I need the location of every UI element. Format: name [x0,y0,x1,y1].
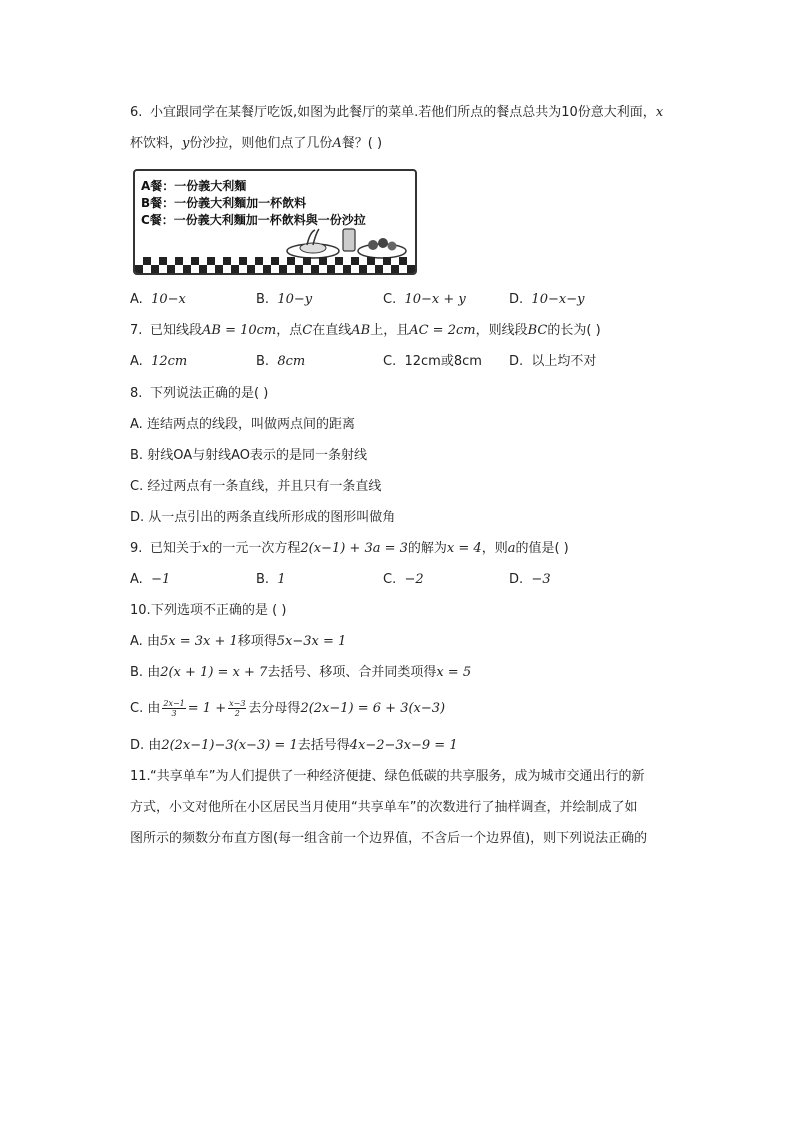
menu-line-b: B餐：一份義大利麵加一杯飲料 [141,196,307,210]
menu-line-c: C餐：一份義大利麵加一杯飲料與一份沙拉 [141,213,366,227]
q7-number: 7. [130,323,143,338]
q7-option-d-text: 以上均不对 [531,354,597,369]
q7-stem [150,322,601,340]
q10-option-a-text2: 移项得 [237,634,277,649]
q10-option-d[interactable] [130,737,458,755]
q6-option-a-label: A. [130,292,143,307]
q7-text-d: 上，且 [370,323,410,338]
menu-line-a: A餐：一份義大利麵 [141,179,247,193]
q10-option-b-text2: 去括号、移项、合并同类项得 [267,665,437,680]
q7-math-3: AB [351,323,371,338]
q9-option-c[interactable] [383,571,424,589]
q7-option-c-label: C. [383,354,397,369]
q7-text-a: 已知线段 [150,323,203,338]
q10-option-c-label: C. [130,701,144,716]
q7-option-b[interactable] [256,353,305,371]
q7-option-d-label: D. [509,354,524,369]
q11-number: 11. [130,769,151,784]
q9-text-d: ，则 [481,541,508,556]
q10-option-b-label: B. [130,665,144,680]
q6-option-b-text: 10−y [277,292,313,307]
q10-option-c-text2: 去分母得 [248,701,301,716]
food-illustration-icon [285,227,410,259]
q10-option-b-text1: 由 [147,665,161,680]
q7-text-b: ，点 [276,323,303,338]
q9-math-4: a [507,541,516,556]
q9-option-c-text: −2 [404,572,424,587]
q6-var-x: x [655,105,664,120]
q10-option-a[interactable] [130,633,346,651]
q6-number: 6. [130,105,143,120]
q8-number: 8. [130,386,143,401]
q7-text-f: 的长为( ) [547,323,601,338]
q10-option-c[interactable] [130,699,445,718]
q6-option-a-text: 10−x [151,292,186,307]
q10-option-d-text2: 去括号得 [297,738,350,753]
q10-option-d-label: D. [130,738,145,753]
q11-stem-line3: 图所示的频数分布直方图(每一组含前一个边界值，不含后一个边界值)，则下列说法正确的 [130,831,648,846]
q6-option-d-label: D. [509,292,524,307]
q6-stem-line1 [150,104,663,122]
q7-option-b-label: B. [256,354,270,369]
q10-option-a-text1: 由 [146,634,160,649]
q9-option-b-text: 1 [277,572,286,587]
q8-option-d-label: D. [130,510,145,525]
q9-text-e: 的值是( ) [515,541,569,556]
q7-option-a-text: 12cm [151,354,188,369]
q8-option-b[interactable] [130,447,367,465]
q9-number: 9. [130,541,143,556]
q6-stem-text: 小宜跟同学在某餐厅吃饭,如图为此餐厅的菜单.若他们所点的餐点总共为10份意大利面， [150,105,656,120]
menu-checker-border [135,257,415,273]
q8-option-c-text: 经过两点有一条直线，并且只有一条直线 [147,479,382,494]
q7-text-c: 在直线 [312,323,352,338]
q10-option-b-math1: 2(x + 1) = x + 7 [160,665,268,680]
q7-math-1: AB = 10cm [202,323,277,338]
q6-option-a[interactable] [130,291,186,309]
q7-option-c[interactable] [383,353,482,371]
q9-stem [150,540,569,558]
q8-option-d[interactable] [130,509,395,527]
q10-option-c-math1: = 1 + [187,701,227,716]
q6-stem-line2 [130,135,382,153]
q10-option-c-math2: 2(2x−1) = 6 + 3(x−3) [300,701,446,716]
q8-option-a[interactable] [130,416,355,434]
q6-option-b[interactable] [256,291,312,309]
q10-option-d-math2: 4x−2−3x−9 = 1 [349,738,458,753]
q9-text-b: 的一元一次方程 [209,541,301,556]
q8-option-c-label: C. [130,479,144,494]
q7-text-e: ，则线段 [475,323,528,338]
menu-image [133,169,417,275]
q9-math-1: x [202,541,210,556]
q10-option-d-text1: 由 [148,738,162,753]
q10-option-c-frac1-num: 2x−1 [163,699,185,708]
q10-option-a-math1: 5x = 3x + 1 [159,634,238,649]
q7-math-5: BC [527,323,548,338]
q9-option-a-label: A. [130,572,143,587]
q10-number: 10. [130,603,151,618]
q8-stem: 下列说法正确的是( ) [150,386,269,401]
q9-text-a: 已知关于 [150,541,203,556]
q8-option-c[interactable] [130,478,381,496]
q10-option-a-math2: 5x−3x = 1 [276,634,347,649]
q9-option-c-label: C. [383,572,397,587]
q10-stem: 下列选项不正确的是 ( ) [151,603,287,618]
q6-option-b-label: B. [256,292,270,307]
q6-option-d-text: 10−x−y [531,292,585,307]
q9-option-b[interactable] [256,571,286,589]
q9-option-d[interactable] [509,571,551,589]
q9-text-c: 的解为 [407,541,447,556]
q6-var-y: y [182,136,190,151]
q9-option-d-label: D. [509,572,524,587]
q9-option-a-text: −1 [151,572,171,587]
q10-option-a-label: A. [130,634,143,649]
q9-option-b-label: B. [256,572,270,587]
q10-option-c-frac2-den: 2 [234,709,240,718]
q7-option-a[interactable] [130,353,187,371]
q10-option-c-text1: 由 [147,701,161,716]
q6-stem-text3: 份沙拉，则他们点了几份 [189,136,333,151]
q9-option-a[interactable] [130,571,170,589]
q6-option-c[interactable] [383,291,466,309]
q9-math-3: x = 4 [446,541,482,556]
q10-option-c-fraction1 [162,699,185,718]
q6-stem-text2: 杯饮料， [130,136,183,151]
q8-option-b-text: 射线OA与射线AO表示的是同一条射线 [147,448,367,463]
q8-option-d-text: 从一点引出的两条直线所形成的图形叫做角 [148,510,396,525]
q6-option-c-text: 10−x + y [404,292,466,307]
q7-math-2: C [302,323,313,338]
q8-option-b-label: B. [130,448,144,463]
q11-stem-line2: 方式，小文对他所在小区居民当月使用“共享单车”的次数进行了抽样调查，并绘制成了如 [130,800,638,815]
q10-option-c-frac2-num: x−3 [229,699,246,708]
q10-option-c-fraction2 [228,699,246,718]
q8-option-a-text: 连结两点的线段，叫做两点间的距离 [146,417,355,432]
q6-option-d[interactable] [509,291,584,309]
q6-option-c-label: C. [383,292,397,307]
q6-stem-text4: 餐？( ) [341,136,383,151]
q7-option-d[interactable] [509,353,596,371]
q11-stem-line1: “共享单车”为人们提供了一种经济便捷、绿色低碳的共享服务，成为城市交通出行的新 [150,769,645,784]
q10-option-b[interactable] [130,664,471,682]
q9-option-d-text: −3 [531,572,551,587]
q9-math-2: 2(x−1) + 3a = 3 [300,541,408,556]
q7-option-c-text: 12cm或8cm [404,354,482,369]
q7-option-a-label: A. [130,354,143,369]
q6-var-A: A [332,136,342,151]
q7-math-4: AC = 2cm [409,323,476,338]
q10-option-c-frac1-den: 3 [171,709,177,718]
q8-option-a-label: A. [130,417,143,432]
q10-option-d-math1: 2(2x−1)−3(x−3) = 1 [161,738,298,753]
q7-option-b-text: 8cm [277,354,306,369]
q10-option-b-math2: x = 5 [436,665,472,680]
